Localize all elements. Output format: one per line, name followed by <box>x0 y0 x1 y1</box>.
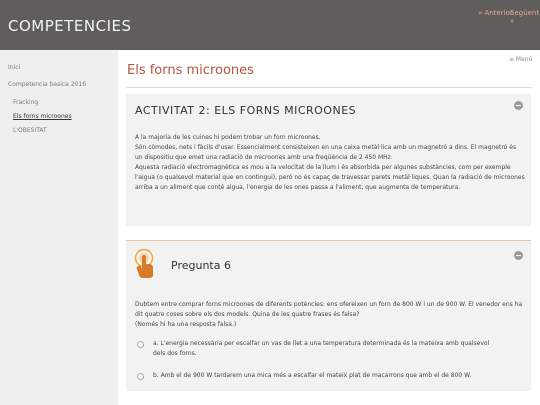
activity-title: ACTIVITAT 2: ELS FORNS MICROONES <box>135 104 357 117</box>
collapse-icon[interactable] <box>514 101 523 110</box>
sidebar-item-obesitat[interactable]: L'OBESITAT <box>13 127 47 134</box>
answer-option-a[interactable]: a. L'energia necessària per escalfar un vas de llet a una temperatura determinada és la mateixa amb qualsevol dels dos forns. <box>153 340 490 357</box>
activity-paragraph: A la majoria de les cuines hi podem trobar un forn microones. <box>135 134 321 141</box>
answer-option-b[interactable]: b. Amb el de 900 W tardarem una mica més a escalfar el mateix plat de macarrons que amb el de 800 W. <box>153 372 472 379</box>
next-link[interactable]: Següent » <box>510 9 540 25</box>
activity-paragraph: Són còmodes, nets i fàcils d'usar. Essencialment consisteixen en una caixa metàl·lica amb un magnetró a dins. El magnetró és un dispositiu que emet una radiació de microones amb una freqüència de 2 450 MHz. <box>135 144 517 161</box>
question-text <box>135 300 527 330</box>
sidebar-item-inici[interactable]: Inici <box>8 64 21 71</box>
previous-link[interactable]: « Anterior <box>478 9 513 17</box>
top-header <box>0 0 540 50</box>
sidebar-item-competencia[interactable]: Competencia basica 2016 <box>8 81 87 88</box>
hand-tap-icon <box>134 249 158 279</box>
answer-radio-b[interactable] <box>137 373 144 380</box>
answer-radio-a[interactable] <box>137 341 144 348</box>
question-line: Dubtem entre comprar forns microones de diferents potències: ens ofereixen un forn de 800 W i un de 900 W. El venedor ens ha dit quatre coses sobre els dos models. Quina de les quatre frases és falsa? <box>135 301 523 318</box>
menu-button[interactable]: ≡ Menú <box>509 56 533 63</box>
sidebar-item-fracking[interactable]: Fracking <box>13 99 39 106</box>
activity-paragraph: Aquesta radiació electromagnètica es mou a la velocitat de la llum i és absorbida per algunes substàncies, com per exemple l'aigua (o qualsevol material que en contingui), però no és capaç de travessar parets metàl·liques. Quan la radiació de microones arriba a un aliment que conté aigua, l'energia de les ones passa a l'aliment, que augmenta de temperatura. <box>135 164 525 191</box>
question-title: Pregunta 6 <box>171 259 231 272</box>
page-title: Els forns microones <box>127 63 254 78</box>
collapse-icon[interactable] <box>514 251 523 260</box>
sidebar-item-forns-microones[interactable]: Els forns microones <box>13 113 72 120</box>
title-divider <box>127 87 532 88</box>
question-line: (Només hi ha una resposta falsa.) <box>135 321 237 328</box>
activity-text <box>135 133 525 193</box>
app-title: COMPETENCIES <box>8 17 132 35</box>
